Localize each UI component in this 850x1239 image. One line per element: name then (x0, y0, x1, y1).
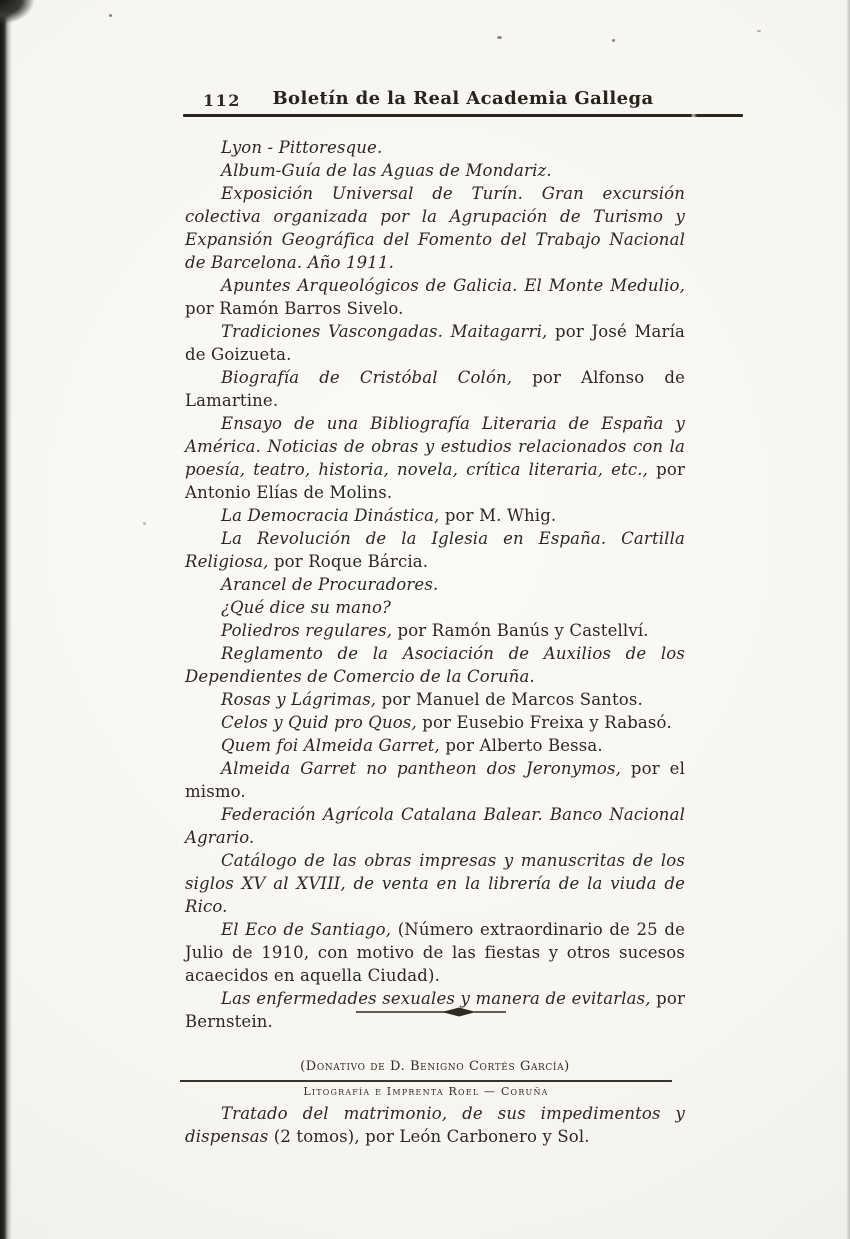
entry-title: Lyon - Pittoresque. (221, 138, 383, 157)
entry-title: Las enfermedades sexuales y manera de evitarlas, (221, 989, 651, 1008)
catalog-entry (185, 803, 685, 849)
catalog-entry (185, 504, 685, 527)
entry-attribution: por Ramón Barros Sivelo. (185, 299, 404, 318)
scan-speck (143, 522, 146, 525)
catalog-entry (185, 182, 685, 274)
catalog-entry (185, 320, 685, 366)
page-number: 112 (203, 91, 241, 110)
scan-edge-left (0, 0, 12, 1239)
entry-attribution: por Alfonso de Lamartine. (185, 368, 685, 410)
catalog-entry (185, 642, 685, 688)
catalog-entry (185, 849, 685, 918)
scan-corner-mark (0, 0, 34, 24)
catalog-entry (185, 136, 685, 159)
entry-title: La Revolución de la Iglesia en España. Cartilla Religiosa, (185, 529, 685, 571)
catalog-entry (185, 1102, 685, 1148)
diamond-rule-icon (356, 1006, 506, 1018)
entry-title: Almeida Garret no pantheon dos Jeronymos, (221, 759, 621, 778)
entry-title: Tradiciones Vascongadas. Maitagarri, (221, 322, 548, 341)
header-rule (183, 114, 743, 117)
entry-title: Catálogo de las obras impresas y manuscritas de los siglos XV al XVIII, de venta en la librería de la viuda de Rico. (185, 851, 685, 916)
footer-rule (180, 1080, 672, 1082)
entry-attribution: por el mismo. (185, 759, 685, 801)
entry-attribution: por M. Whig. (439, 506, 557, 525)
entry-attribution: por Ramón Banús y Castellví. (392, 621, 649, 640)
divider-ornament (356, 1003, 506, 1015)
entry-title: Arancel de Procuradores. (221, 575, 439, 594)
entry-title: El Eco de Santiago, (221, 920, 392, 939)
entry-title: Tratado del matrimonio, de sus impedimentos y dispensas (185, 1104, 685, 1146)
entry-title: Apuntes Arqueológicos de Galicia. El Monte Medulio, (221, 276, 685, 295)
catalog-entry (185, 711, 685, 734)
entry-title: Federación Agrícola Catalana Balear. Banco Nacional Agrario. (185, 805, 685, 847)
entry-title: La Democracia Dinástica, (221, 506, 440, 525)
scan-speck (612, 39, 615, 42)
catalog-entry (185, 688, 685, 711)
entry-title: Celos y Quid pro Quos, (221, 713, 417, 732)
catalog-entry (185, 757, 685, 803)
entry-title: Quem foi Almeida Garret, (221, 736, 440, 755)
entry-title: ¿Qué dice su mano? (221, 598, 392, 617)
entry-title: Biografía de Cristóbal Colón, (221, 368, 513, 387)
entry-attribution: por José María de Goizueta. (185, 322, 685, 364)
catalog-entry (185, 734, 685, 757)
catalog-entry (185, 412, 685, 504)
entry-title: Ensayo de una Bibliografía Literaria de España y América. Noticias de obras y estudios relacionados con la poesía, teatro, historia, novela, crítica literaria, etc., (185, 414, 685, 479)
addendum-list (185, 1102, 685, 1148)
catalog-entry (185, 573, 685, 596)
entry-attribution: por Antonio Elías de Molins. (185, 460, 685, 502)
catalog-entry (185, 366, 685, 412)
page-body (185, 136, 685, 1148)
scan-edge-right (846, 0, 850, 1239)
donation-note: (Donativo de D. Benigno Cortés García) (300, 1059, 570, 1074)
entry-attribution: por Eusebio Freixa y Rabasó. (416, 713, 672, 732)
entry-title: Rosas y Lágrimas, (221, 690, 377, 709)
page-header (183, 88, 743, 120)
imprint-text: Litografía e Imprenta Roel — Coruña (303, 1085, 549, 1098)
entry-attribution: por Bernstein. (185, 989, 685, 1031)
scan-speck (497, 36, 502, 39)
catalog-entry (185, 619, 685, 642)
entry-title: Album-Guía de las Aguas de Mondariz. (221, 161, 552, 180)
catalog-entry (185, 159, 685, 182)
journal-title: Boletín de la Real Academia Gallega (272, 88, 654, 109)
entry-attribution: por Alberto Bessa. (439, 736, 603, 755)
entry-attribution: (Número extraordinario de 25 de Julio de 1910, con motivo de las fiestas y otros sucesos acaecidos en aquella Ciudad). (185, 920, 685, 985)
entry-title: Poliedros regulares, (221, 621, 393, 640)
catalog-entry (185, 596, 685, 619)
scan-speck (109, 14, 112, 17)
catalog-entry (185, 274, 685, 320)
catalog-entry (185, 527, 685, 573)
catalog-list (185, 136, 685, 1033)
entry-attribution: (2 tomos), por León Carbonero y Sol. (268, 1127, 590, 1146)
entry-title: Exposición Universal de Turín. Gran excursión colectiva organizada por la Agrupación de Turismo y Expansión Geográfica del Fomento del Trabajo Nacional de Barcelona. Año 1911. (185, 184, 685, 272)
catalog-entry (185, 918, 685, 987)
scan-speck (757, 30, 761, 32)
entry-attribution: por Roque Bárcia. (268, 552, 429, 571)
entry-title: Reglamento de la Asociación de Auxilios de los Dependientes de Comercio de la Coruña. (185, 644, 685, 686)
entry-attribution: por Manuel de Marcos Santos. (376, 690, 643, 709)
